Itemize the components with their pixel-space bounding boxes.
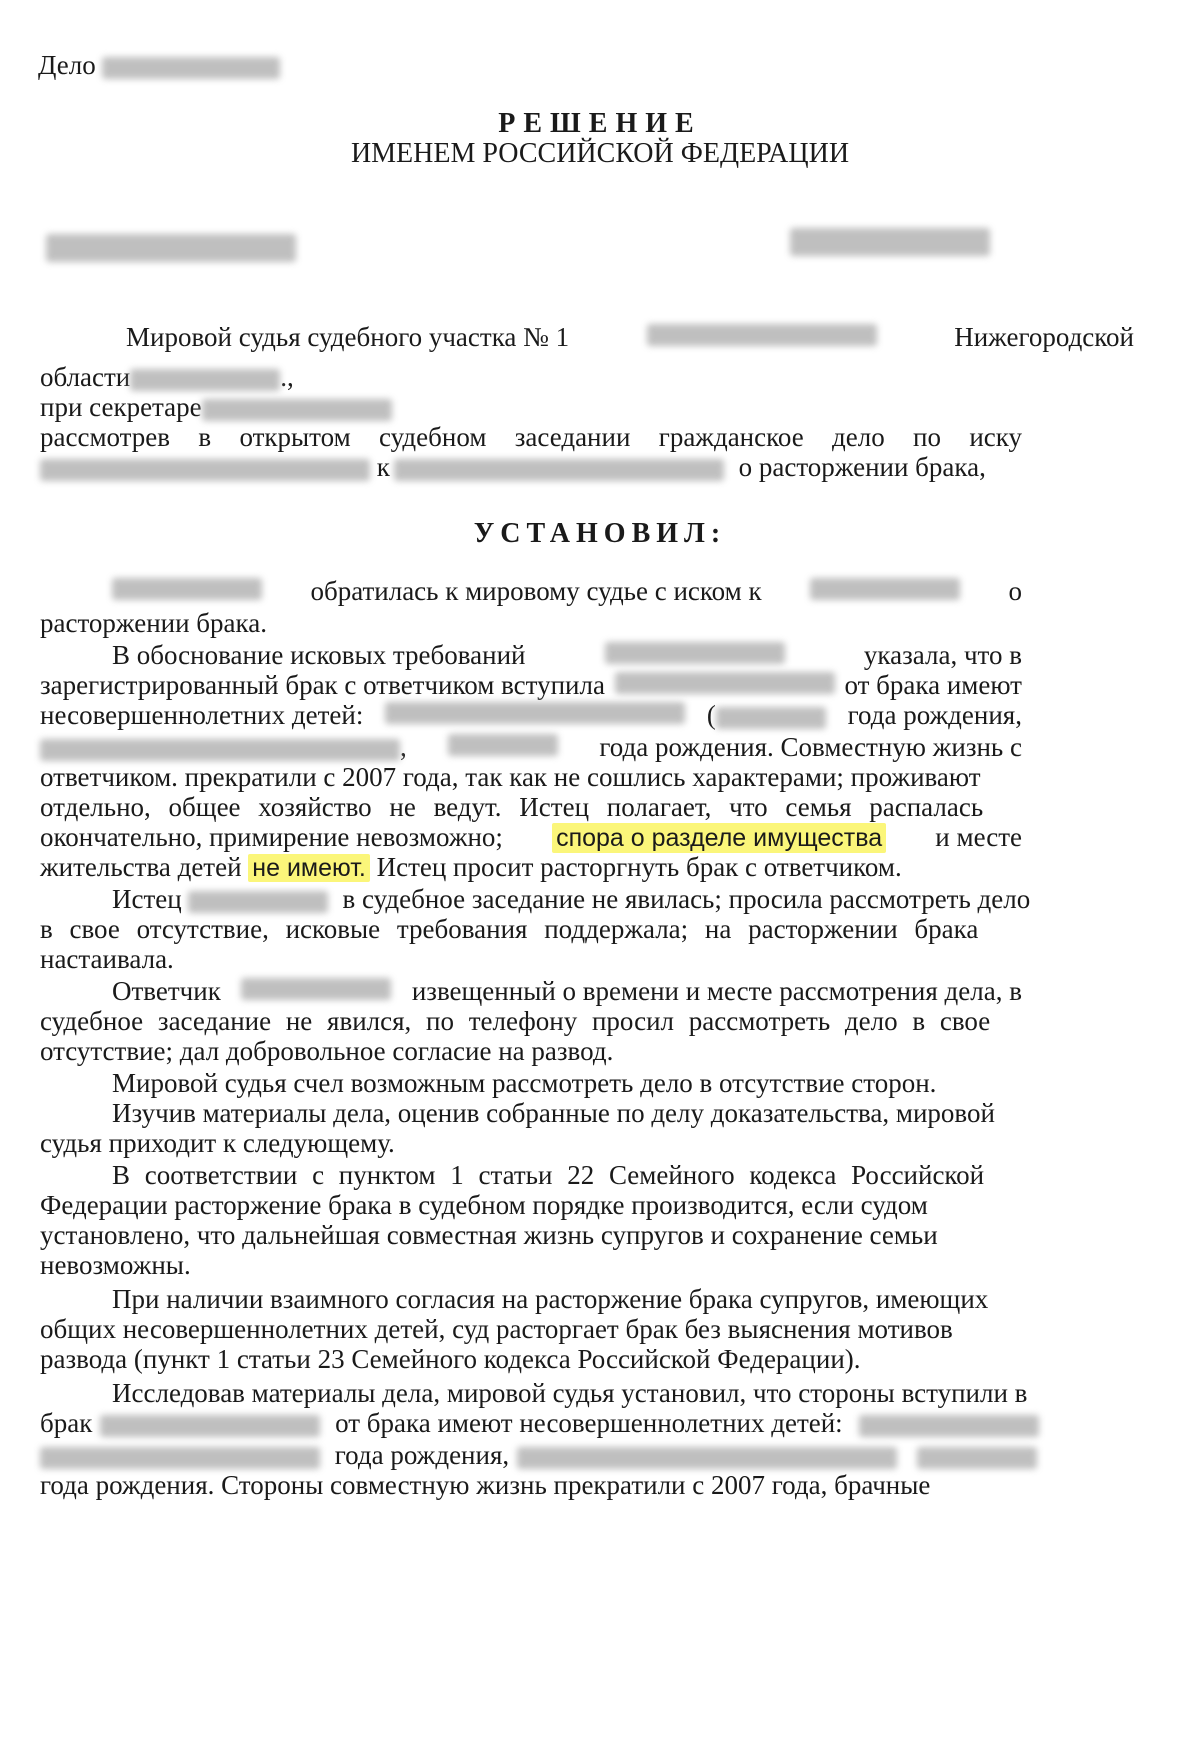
redacted-child-1-cont	[40, 1447, 320, 1469]
redacted-plaintiff-name	[112, 578, 262, 600]
redacted-marriage-date	[615, 672, 835, 694]
body-line-4: зарегистрированный брак с ответчиком вступила от брака имеют	[40, 670, 1022, 700]
body-line-10: жительства детей не имеют. Истец просит расторгнуть брак с ответчиком.	[40, 852, 902, 882]
redacted-date	[46, 234, 296, 262]
body-line-24: При наличии взаимного согласия на расторжение брака супругов, имеющих	[112, 1284, 989, 1314]
redacted-place	[790, 228, 990, 256]
body-line-25: общих несовершеннолетних детей, суд расторгает брак без выяснения мотивов	[40, 1314, 953, 1344]
redacted-child-1	[385, 702, 685, 724]
section-established: УСТАНОВИЛ:	[473, 518, 727, 549]
body-line-26: развода (пункт 1 статьи 23 Семейного кодекса Российской Федерации).	[40, 1344, 861, 1374]
body-line-1: обратилась к мировому судье с иском к о	[112, 576, 1022, 608]
highlight-property-dispute: спора о разделе имущества	[552, 823, 886, 853]
redacted-plaintiff-name	[605, 642, 785, 664]
body-line-12: в свое отсутствие, исковые требования поддержала; на расторжении брака	[40, 914, 979, 944]
intro-line-5: к о расторжении брака,	[40, 452, 986, 482]
body-line-11: Истец в судебное заседание не явилась; просила рассмотреть дело	[112, 884, 1031, 914]
document-subtitle: ИМЕНЕМ РОССИЙСКОЙ ФЕДЕРАЦИИ	[350, 138, 850, 169]
redacted-birth-date-2	[448, 734, 558, 756]
intro-judge-text: Мировой судья судебного участка № 1	[126, 322, 570, 352]
body-line-16: отсутствие; дал добровольное согласие на развод.	[40, 1036, 614, 1066]
body-line-13: настаивала.	[40, 944, 174, 974]
body-line-29: года рождения,	[40, 1440, 1037, 1470]
case-label: Дело	[38, 50, 96, 80]
body-line-20: В соответствии с пунктом 1 статьи 22 Семейного кодекса Российской	[112, 1160, 985, 1190]
body-line-17: Мировой судья счел возможным рассмотреть дело в отсутствие сторон.	[112, 1068, 937, 1098]
body-line-30: года рождения. Стороны совместную жизнь прекратили с 2007 года, брачные	[40, 1470, 931, 1500]
redacted-case-number	[102, 57, 280, 79]
intro-line-3: при секретаре	[40, 392, 392, 422]
redacted-defendant	[394, 459, 724, 481]
intro-line-2: области .,	[40, 362, 294, 392]
intro-region: Нижегородской	[954, 322, 1134, 352]
redacted-plaintiff-name	[188, 891, 328, 913]
redacted-child-2	[517, 1447, 897, 1469]
body-line-5: несовершеннолетних детей: ( года рождения,	[40, 700, 1022, 730]
body-line-22: установлено, что дальнейшая совместная жизнь супругов и сохранение семьи	[40, 1220, 938, 1250]
redacted-birth-date-2	[917, 1447, 1037, 1469]
body-line-6: , года рождения. Совместную жизнь с	[40, 732, 1022, 764]
body-line-14: Ответчик извещенный о времени и месте рассмотрения дела, в	[112, 976, 1022, 1006]
intro-line-1	[126, 322, 1134, 354]
body-line-23: невозможны.	[40, 1250, 191, 1280]
body-line-15: судебное заседание не явился, по телефону просил рассмотреть дело в свое	[40, 1006, 991, 1036]
intro-line-4: рассмотрев в открытом судебном заседании гражданское дело по иску	[40, 422, 1022, 452]
document-title: РЕШЕНИЕ	[498, 108, 702, 139]
body-line-2: расторжении брака.	[40, 608, 267, 638]
redacted-birth-date-1	[716, 707, 826, 729]
redacted-child-1	[859, 1415, 1039, 1437]
redacted-district	[647, 324, 877, 346]
redacted-judge-name	[130, 369, 280, 391]
redacted-plaintiff	[40, 459, 370, 481]
case-number-line	[38, 50, 280, 80]
highlight-not-have: не имеют.	[248, 854, 370, 882]
body-line-8: отдельно, общее хозяйство не ведут. Истец полагает, что семья распалась	[40, 792, 984, 822]
body-line-27: Исследовав материалы дела, мировой судья установил, что стороны вступили в	[112, 1378, 1028, 1408]
body-line-21: Федерации расторжение брака в судебном порядке производится, если судом	[40, 1190, 928, 1220]
body-line-3: В обоснование исковых требований указала, что в	[112, 640, 1022, 670]
redacted-secretary	[202, 399, 392, 421]
body-line-18: Изучив материалы дела, оценив собранные по делу доказательства, мировой	[112, 1098, 995, 1128]
redacted-defendant-name	[241, 978, 391, 1000]
redacted-child-2	[40, 739, 400, 761]
body-line-9: окончательно, примирение невозможно; спора о разделе имущества и месте	[40, 822, 1022, 852]
redacted-marriage-date	[100, 1415, 320, 1437]
body-line-28: брак от брака имеют несовершеннолетних детей:	[40, 1408, 1039, 1438]
body-line-19: судья приходит к следующему.	[40, 1128, 395, 1158]
body-line-7: ответчиком. прекратили с 2007 года, так как не сошлись характерами; проживают	[40, 762, 981, 792]
redacted-defendant-name	[810, 578, 960, 600]
